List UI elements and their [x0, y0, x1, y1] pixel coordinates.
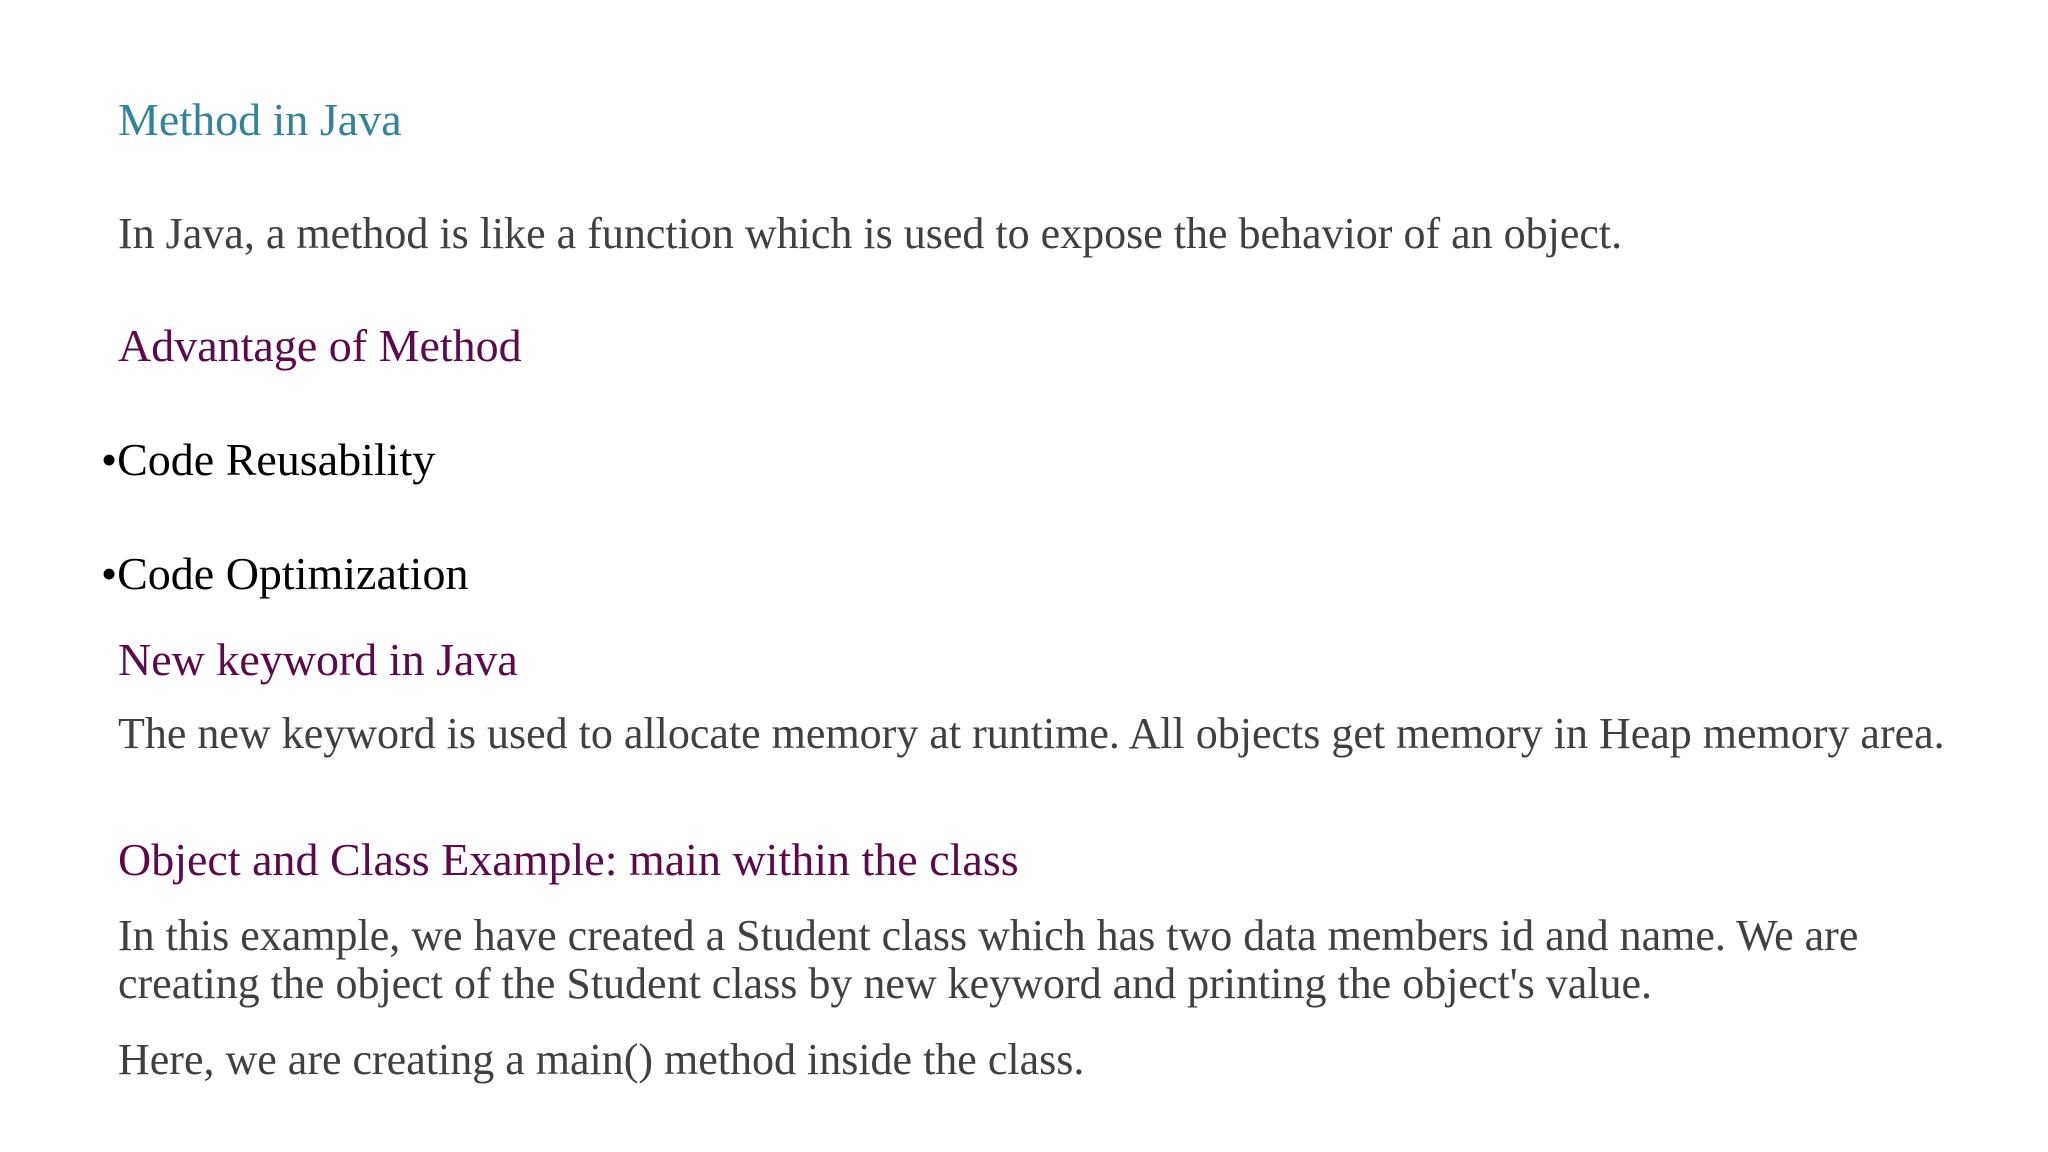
bullet-label: Code Optimization: [117, 548, 469, 599]
bullet-label: Code Reusability: [117, 434, 436, 485]
method-title: Method in Java: [118, 94, 402, 145]
new-keyword-title: New keyword in Java: [118, 634, 518, 685]
example-title: Object and Class Example: main within the class: [118, 834, 1019, 885]
main-method-note: Here, we are creating a main() method inside the class.: [118, 1035, 1085, 1084]
example-description: In this example, we have created a Student class which has two data members id and name. We are creating the object of the Student class by new keyword and printing the object's value.: [118, 911, 1859, 1008]
new-keyword-description: The new keyword is used to allocate memory at runtime. All objects get memory in Heap memory area.: [118, 709, 1945, 758]
advantage-title: Advantage of Method: [118, 320, 522, 371]
bullet-item-code-optimization: [101, 548, 468, 600]
method-description: In Java, a method is like a function which is used to expose the behavior of an object.: [118, 209, 1623, 258]
bullet-item-code-reusability: [101, 434, 435, 486]
bullet-icon: •: [101, 548, 118, 599]
bullet-icon: •: [101, 434, 118, 485]
